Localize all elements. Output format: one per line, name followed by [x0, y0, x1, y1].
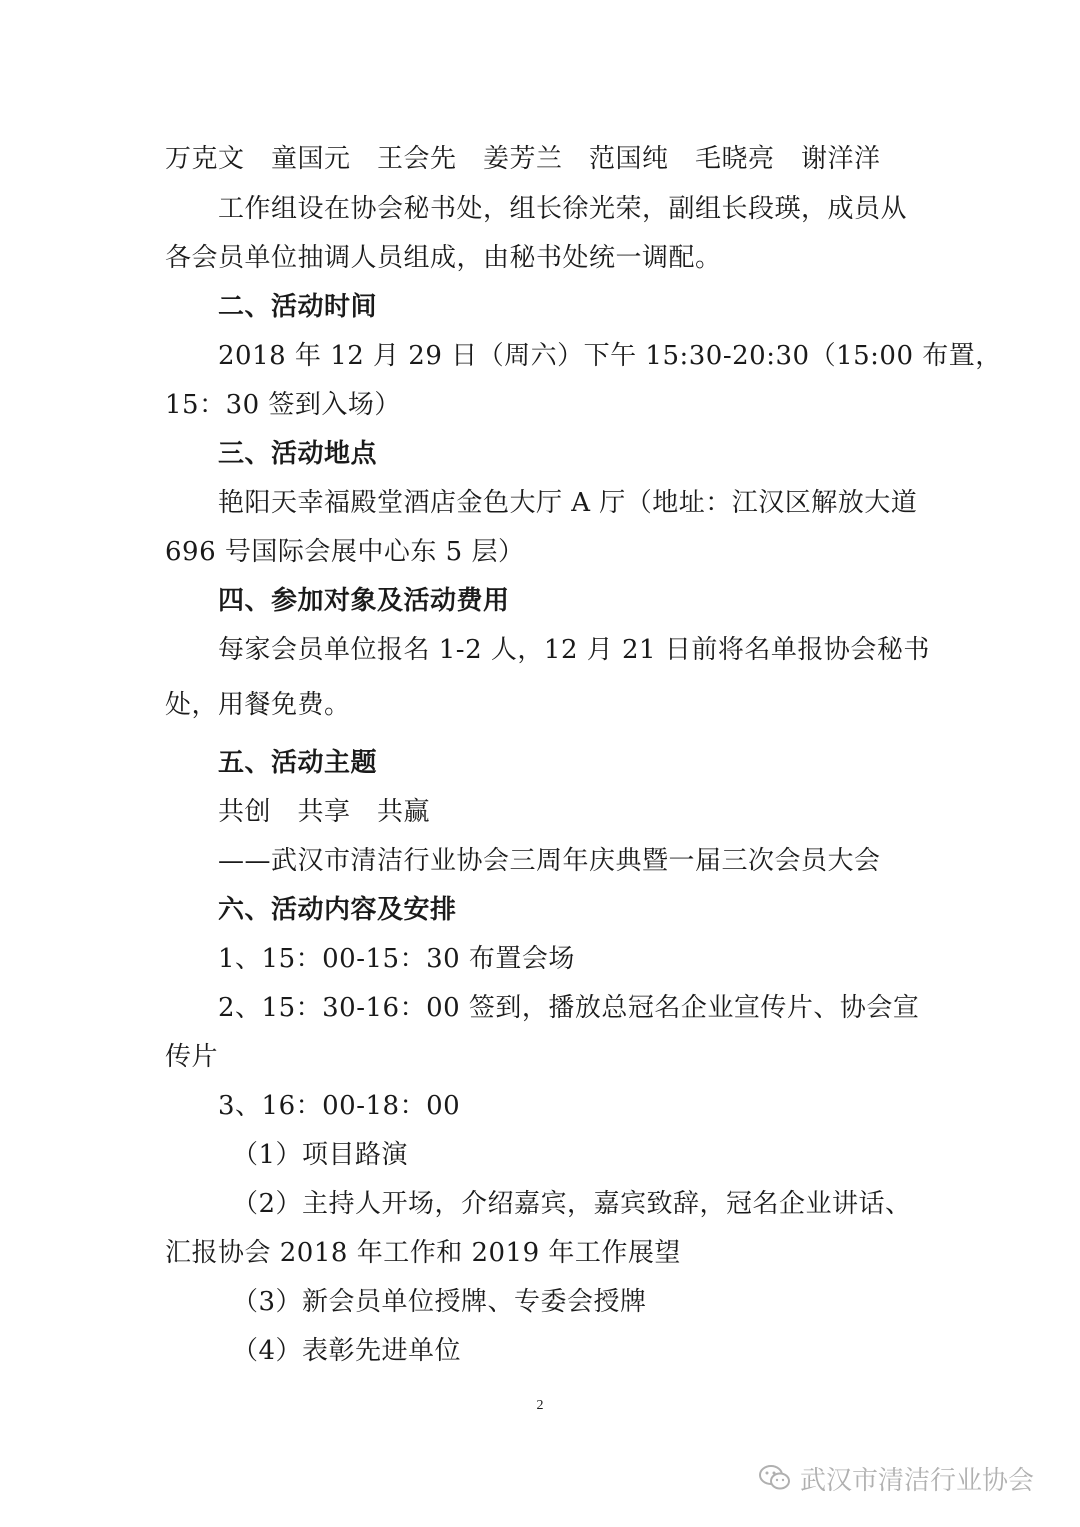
page-number: 2	[536, 1398, 544, 1413]
schedule-subitem: （4）表彰先进单位	[232, 1336, 462, 1366]
body-text-line: 15：30 签到入场）	[165, 390, 401, 420]
section-heading: 三、活动地点	[218, 439, 378, 469]
body-text-line: 696 号国际会展中心东 5 层）	[165, 537, 525, 567]
body-text-line: 汇报协会 2018 年工作和 2019 年工作展望	[165, 1238, 681, 1268]
watermark	[758, 1458, 1034, 1498]
body-text-line: 艳阳天幸福殿堂酒店金色大厅 A 厅（地址：江汉区解放大道	[218, 488, 918, 518]
body-text-line: 每家会员单位报名 1-2 人，12 月 21 日前将名单报协会秘书	[218, 635, 930, 665]
watermark-text: 武汉市清洁行业协会	[800, 1465, 1035, 1496]
section-heading: 二、活动时间	[218, 292, 378, 322]
theme-subtitle: ——武汉市清洁行业协会三周年庆典暨一届三次会员大会	[218, 846, 881, 876]
section-heading: 四、参加对象及活动费用	[218, 586, 510, 616]
body-text-line: 传片	[165, 1042, 219, 1072]
body-text-line: 处，用餐免费。	[165, 690, 351, 720]
body-text-line: 2018 年 12 月 29 日（周六）下午 15:30-20:30（15:00 布置，	[218, 341, 1002, 371]
member-names-line: 万克文 童国元 王会先 姜芳兰 范国纯 毛晓亮 谢洋洋	[165, 144, 881, 174]
schedule-subitem: （3）新会员单位授牌、专委会授牌	[232, 1287, 647, 1317]
schedule-subitem: （1）项目路演	[232, 1140, 409, 1170]
body-text-line: 各会员单位抽调人员组成，由秘书处统一调配。	[165, 243, 722, 273]
body-text-line: 工作组设在协会秘书处，组长徐光荣，副组长段瑛，成员从	[218, 194, 908, 224]
section-heading: 六、活动内容及安排	[218, 895, 457, 925]
wechat-icon	[758, 1463, 792, 1493]
section-heading: 五、活动主题	[218, 748, 378, 778]
schedule-item: 2、15：30-16：00 签到，播放总冠名企业宣传片、协会宣	[218, 993, 920, 1023]
schedule-subitem: （2）主持人开场，介绍嘉宾，嘉宾致辞，冠名企业讲话、	[232, 1189, 912, 1219]
theme-text: 共创 共享 共赢	[218, 797, 431, 827]
schedule-item: 3、16：00-18：00	[218, 1091, 461, 1121]
schedule-item: 1、15：00-15：30 布置会场	[218, 944, 575, 974]
